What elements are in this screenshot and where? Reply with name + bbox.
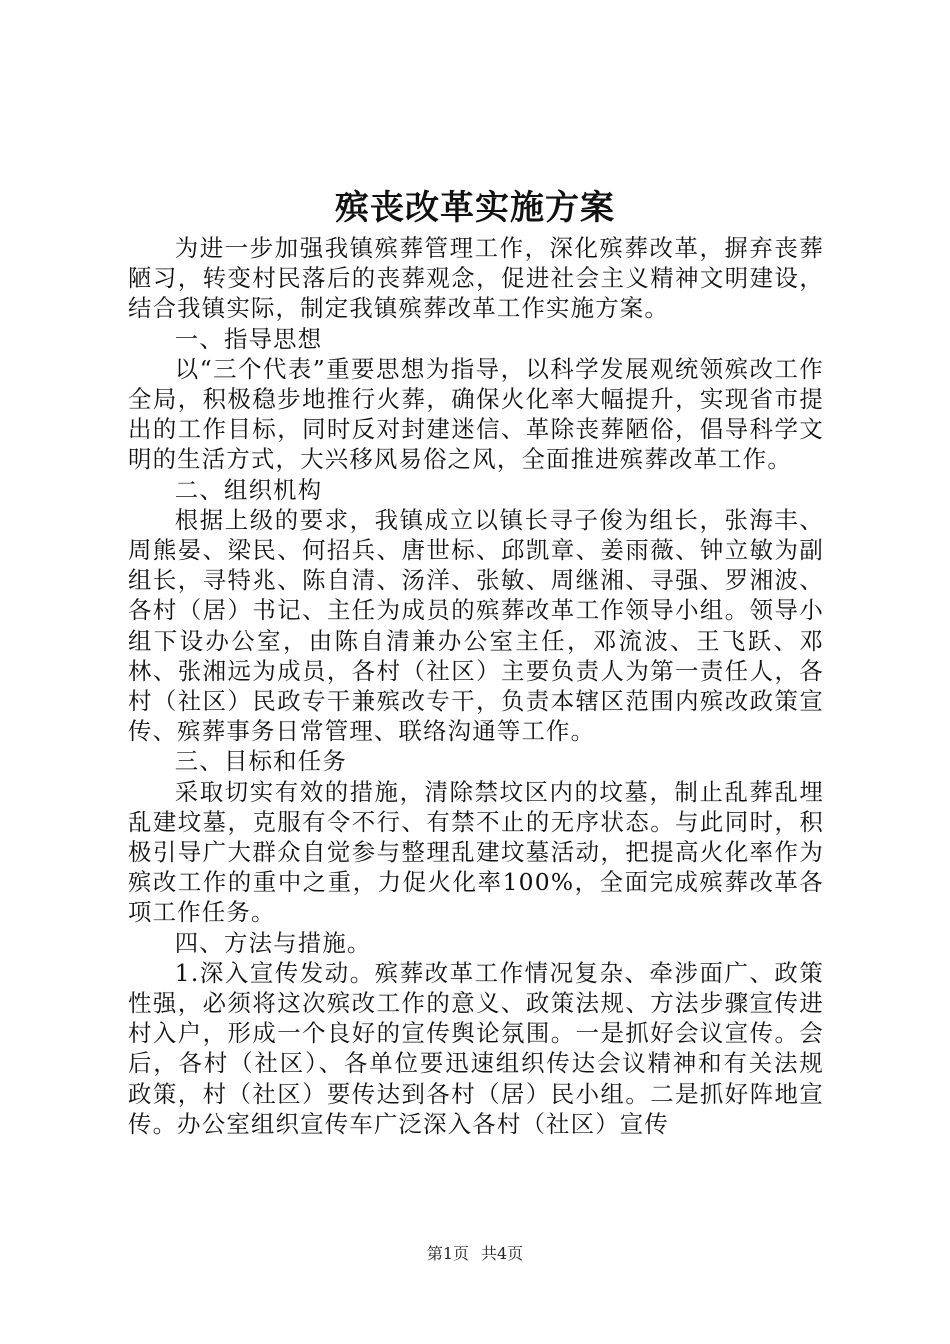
section-heading-1: 一、指导思想 (174, 324, 323, 353)
page-total: 共4页 (481, 1244, 524, 1263)
paragraph-goals: 采取切实有效的措施，清除禁坟区内的坟墓，制止乱葬乱埋乱建坟墓，克服有令不行、有禁不止的无序状态。与此同时，积极引导广大群众自觉参与整理乱建坟墓活动，把提高火化率作为殡改工作的重中之重，力促火化率100%，全面完成殡葬改革各项工作任务。 (128, 777, 824, 927)
document-body (128, 233, 824, 1139)
section-heading-4: 四、方法与措施。 (174, 928, 372, 957)
paragraph-methods-1: 1.深入宣传发动。殡葬改革工作情况复杂、牵涉面广、政策性强，必须将这次殡改工作的意义、政策法规、方法步骤宣传进村入户，形成一个良好的宣传舆论氛围。一是抓好会议宣传。会后，各村（社区）、各单位要迅速组织传达会议精神和有关法规政策，村（社区）要传达到各村（居）民小组。二是抓好阵地宣传。办公室组织宣传车广泛深入各村（社区）宣传 (128, 958, 824, 1138)
page-number: 第1页 (426, 1244, 469, 1263)
section-heading-3: 三、目标和任务 (174, 747, 347, 776)
paragraph-organization: 根据上级的要求，我镇成立以镇长寻子俊为组长，张海丰、周熊晏、梁民、何招兵、唐世标、邱凯章、姜雨薇、钟立敏为副组长，寻特兆、陈自清、汤洋、张敏、周继湘、寻强、罗湘波、各村（居）书记、主任为成员的殡葬改革工作领导小组。领导小组下设办公室，由陈自清兼办公室主任，邓流波、王飞跃、邓林、张湘远为成员，各村（社区）主要负责人为第一责任人，各村（社区）民政专干兼殡改专干，负责本辖区范围内殡改政策宣传、殡葬事务日常管理、联络沟通等工作。 (128, 505, 824, 746)
section-heading-2: 二、组织机构 (174, 475, 323, 504)
page-footer (0, 1244, 950, 1264)
document-title: 殡丧改革实施方案 (335, 188, 615, 228)
paragraph-intro: 为进一步加强我镇殡葬管理工作，深化殡葬改革，摒弃丧葬陋习，转变村民落后的丧葬观念，促进社会主义精神文明建设，结合我镇实际，制定我镇殡葬改革工作实施方案。 (128, 234, 824, 323)
paragraph-guiding-ideology: 以“三个代表”重要思想为指导，以科学发展观统领殡改工作全局，积极稳步地推行火葬，确保火化率大幅提升，实现省市提出的工作目标，同时反对封建迷信、革除丧葬陋俗，倡导科学文明的生活方式，大兴移风易俗之风，全面推进殡葬改革工作。 (128, 354, 824, 474)
